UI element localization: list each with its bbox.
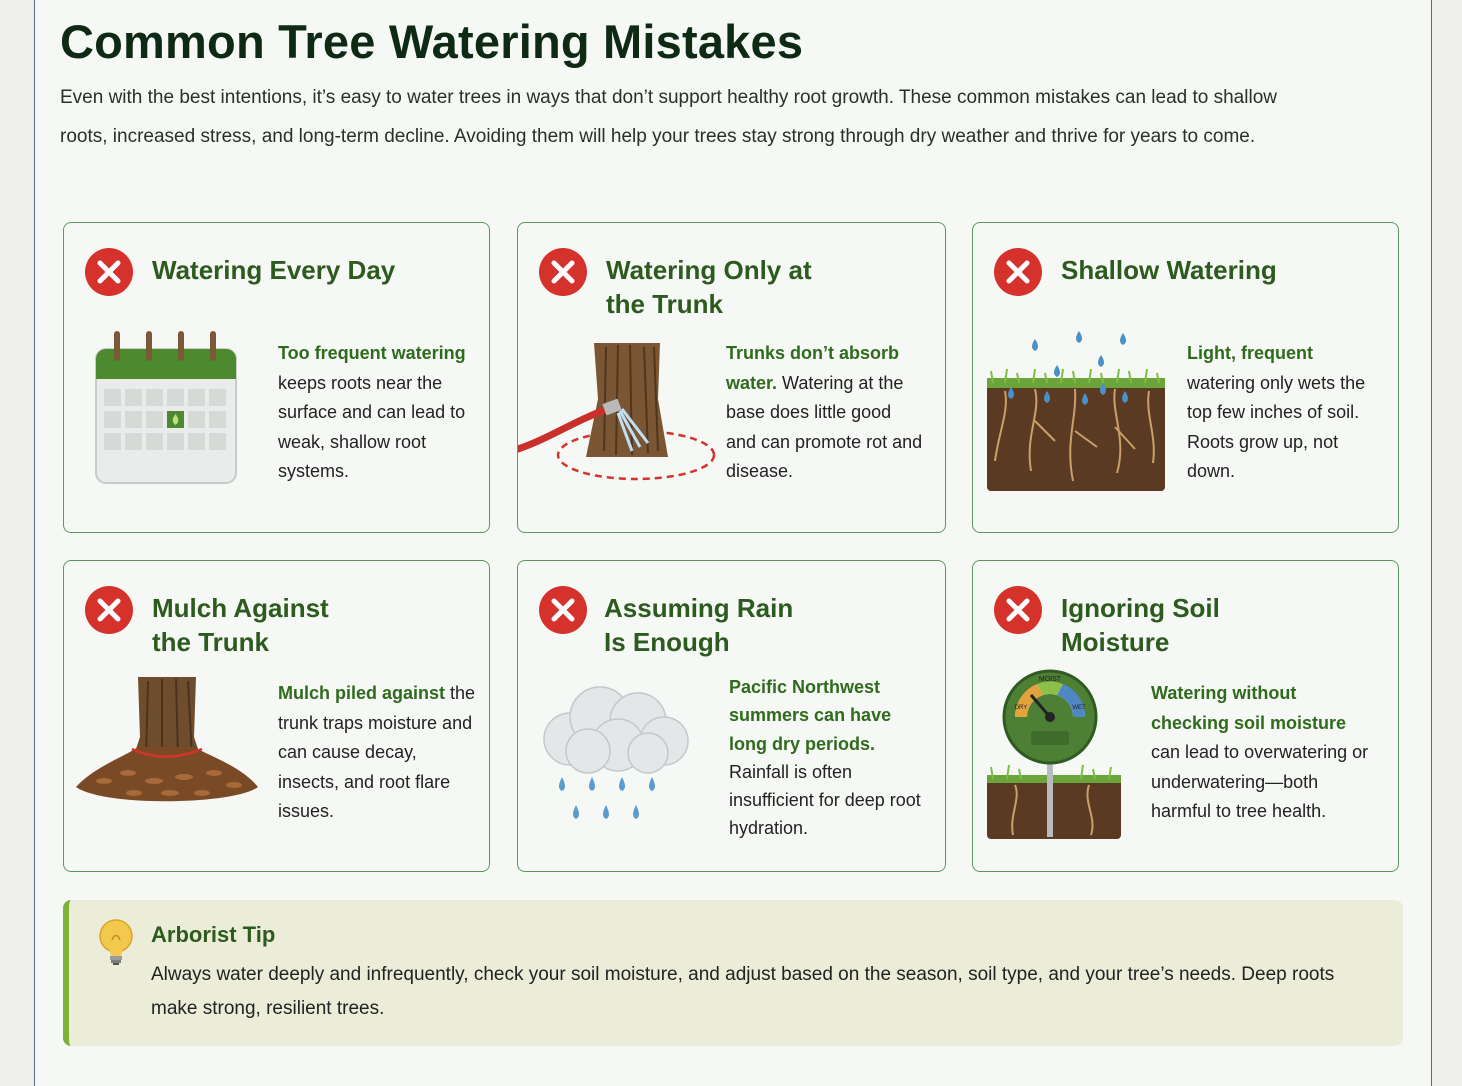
card-title: Mulch Against the Trunk <box>152 593 329 657</box>
error-x-icon <box>538 247 588 297</box>
calendar-icon <box>92 327 242 487</box>
card-title: Ignoring Soil Moisture <box>1061 593 1220 657</box>
page-title: Common Tree Watering Mistakes <box>60 15 804 68</box>
error-x-icon <box>84 585 134 635</box>
trunk-hose-icon <box>518 339 718 484</box>
lightbulb-icon <box>97 918 135 968</box>
mistake-card-ignoring-soil-moisture <box>972 560 1399 872</box>
card-description: Too frequent watering keeps roots near the surface and can lead to weak, shallow root systems. <box>278 343 466 481</box>
rain-cloud-icon <box>540 681 692 829</box>
meter-label-moist: MOIST <box>1038 676 1062 683</box>
mulch-volcano-icon <box>74 677 260 811</box>
error-x-icon <box>84 247 134 297</box>
tip-title: Arborist Tip <box>151 922 276 947</box>
card-title: Watering Every Day <box>152 255 396 285</box>
card-title: Assuming Rain Is Enough <box>604 593 794 657</box>
error-x-icon <box>993 247 1043 297</box>
tip-text: Always water deeply and infrequently, check your soil moisture, and adjust based on the season, soil type, and your tree’s needs. Deep roots make strong, resilient trees. <box>151 964 1335 1019</box>
page-intro: Even with the best intentions, it’s easy to water trees in ways that don’t support healthy root growth. These common mistakes can lead to shallow roots, increased stress, and long-term decline. Avoiding them will help your trees stay strong through dry weather and thrive for years to come. <box>60 87 1277 147</box>
card-description: Light, frequent watering only wets the top few inches of soil. Roots grow up, not down. <box>1187 343 1366 481</box>
meter-label-dry: DRY <box>1014 705 1028 711</box>
mistake-card-shallow-watering <box>972 222 1399 533</box>
mistake-card-watering-every-day <box>63 222 490 533</box>
mistake-card-assuming-rain <box>517 560 946 872</box>
mistake-card-watering-at-trunk <box>517 222 946 533</box>
article-page <box>34 0 1432 1086</box>
card-description: Watering without checking soil moisture can lead to overwatering or underwatering—both harmful to tree health. <box>1151 683 1369 821</box>
card-description: Pacific Northwest summers can have long dry periods. Rainfall is often insufficient for deep root hydration. <box>729 677 921 839</box>
card-title: Watering Only at the Trunk <box>606 255 812 319</box>
shallow-roots-icon <box>985 331 1167 493</box>
error-x-icon <box>538 585 588 635</box>
arborist-tip-callout <box>63 900 1403 1046</box>
mistake-card-mulch-against-trunk <box>63 560 490 872</box>
card-description: Mulch piled against the trunk traps moisture and can cause decay, insects, and root flare issues. <box>278 683 476 821</box>
meter-label-wet: WET <box>1072 705 1086 711</box>
moisture-meter-icon <box>985 669 1125 841</box>
card-title: Shallow Watering <box>1061 255 1277 285</box>
card-description: Trunks don’t absorb water. Watering at the base does little good and can promote rot and disease. <box>726 343 923 481</box>
error-x-icon <box>993 585 1043 635</box>
